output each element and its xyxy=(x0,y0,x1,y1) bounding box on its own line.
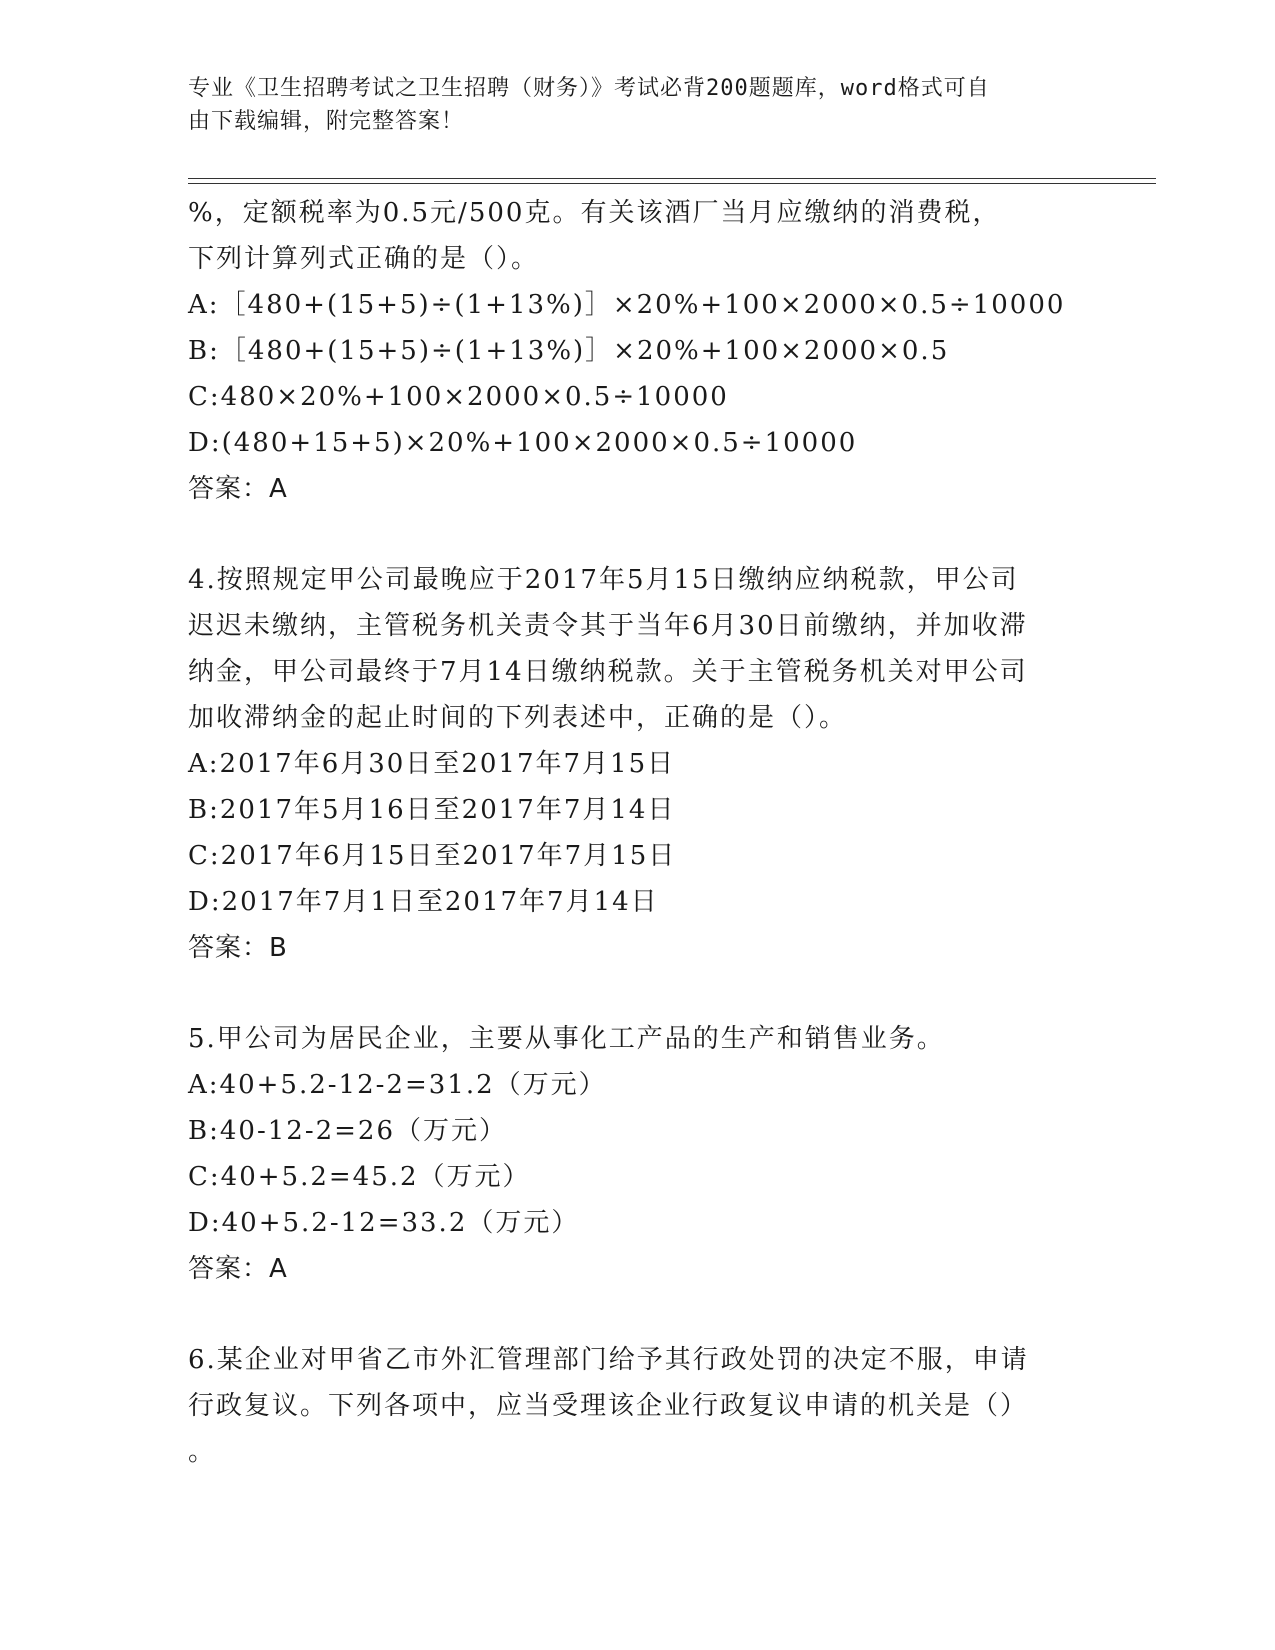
spacer xyxy=(188,512,1088,557)
option-a: A:2017年6月30日至2017年7月15日 xyxy=(188,749,676,779)
option-b: B:2017年5月16日至2017年7月14日 xyxy=(188,795,676,825)
option-d: D:40+5.2-12=33.2（万元） xyxy=(188,1208,580,1238)
option-c: C:2017年6月15日至2017年7月15日 xyxy=(188,841,677,871)
question-stem-line: %，定额税率为0.5元/500克。有关该酒厂当月应缴纳的消费税， xyxy=(188,198,1001,228)
option-c: C:40+5.2=45.2（万元） xyxy=(188,1162,531,1192)
document-body xyxy=(188,190,1088,1475)
question-stem-line: 5.甲公司为居民企业，主要从事化工产品的生产和销售业务。 xyxy=(188,1024,945,1054)
question-stem-line: 迟迟未缴纳，主管税务机关责令其于当年6月30日前缴纳，并加收滞 xyxy=(188,611,1028,641)
question-stem-line: 6.某企业对甲省乙市外汇管理部门给予其行政处罚的决定不服，申请 xyxy=(188,1345,1029,1375)
question-stem-line: 行政复议。下列各项中，应当受理该企业行政复议申请的机关是（） xyxy=(188,1391,1029,1421)
option-a: A:［480+(15+5)÷(1+13%)］×20%+100×2000×0.5÷10000 xyxy=(188,290,1066,320)
option-d: D:2017年7月1日至2017年7月14日 xyxy=(188,887,659,917)
spacer xyxy=(188,971,1088,1016)
question-stem-line: 纳金，甲公司最终于7月14日缴纳税款。关于主管税务机关对甲公司 xyxy=(188,657,1028,687)
option-b: B:［480+(15+5)÷(1+13%)］×20%+100×2000×0.5 xyxy=(188,336,950,366)
question-6 xyxy=(188,1337,1088,1475)
header-line-1: 专业《卫生招聘考试之卫生招聘（财务）》考试必背200题题库，word格式可自 xyxy=(188,76,990,101)
option-d: D:(480+15+5)×20%+100×2000×0.5÷10000 xyxy=(188,428,858,458)
answer: 答案：A xyxy=(188,474,288,504)
question-stem-line: 下列计算列式正确的是（）。 xyxy=(188,244,540,274)
answer: 答案：B xyxy=(188,933,288,963)
option-b: B:40-12-2=26（万元） xyxy=(188,1116,508,1146)
question-stem-line: 加收滞纳金的起止时间的下列表述中，正确的是（）。 xyxy=(188,703,848,733)
header-line-2: 由下载编辑，附完整答案！ xyxy=(188,109,465,134)
document-header xyxy=(188,72,1088,138)
option-c: C:480×20%+100×2000×0.5÷10000 xyxy=(188,382,729,412)
header-divider-bottom xyxy=(188,183,1156,184)
question-4 xyxy=(188,557,1088,971)
question-5 xyxy=(188,1016,1088,1292)
option-a: A:40+5.2-12-2=31.2（万元） xyxy=(188,1070,607,1100)
question-stem-line: 。 xyxy=(188,1437,217,1467)
answer: 答案：A xyxy=(188,1254,288,1284)
question-stem-line: 4.按照规定甲公司最晚应于2017年5月15日缴纳应纳税款，甲公司 xyxy=(188,565,1019,595)
question-3 xyxy=(188,190,1088,512)
spacer xyxy=(188,1292,1088,1337)
header-divider-top xyxy=(188,178,1156,179)
